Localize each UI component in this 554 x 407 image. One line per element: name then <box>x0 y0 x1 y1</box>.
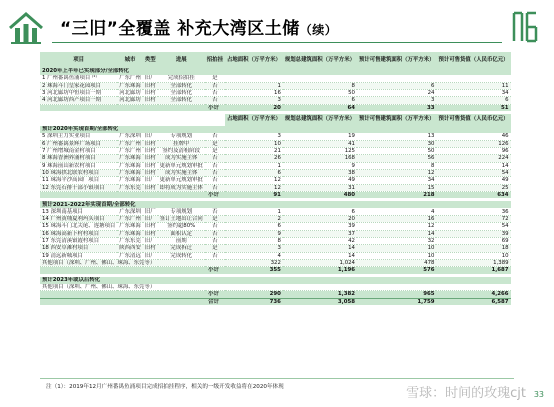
land-area-cell: 3 <box>225 133 283 140</box>
value-cell: 11 <box>436 82 510 89</box>
progress-cell: 全部转化 <box>158 89 205 96</box>
project-cell: 18 西安草滩村项目 <box>40 245 117 252</box>
land-area-cell: 2 <box>225 216 283 223</box>
auction-cell: 否 <box>205 169 225 176</box>
city-cell: 广东广州 <box>119 75 141 82</box>
table-row <box>40 89 511 96</box>
gfa-cell: 6 <box>283 97 357 104</box>
saleable-cell: 56 <box>357 155 436 162</box>
auction-cell: 否 <box>205 162 225 169</box>
auction-cell: 否 <box>205 237 225 244</box>
city-cell: 河北廊坊 <box>119 97 141 104</box>
project-cell: 6 广州番禺景辉广场项目 <box>40 140 117 147</box>
value-cell: 54 <box>436 169 510 176</box>
value-cell: 1,389 <box>436 259 510 266</box>
value-cell: 34 <box>436 89 510 96</box>
city-cell: 广东珠海 <box>119 230 141 237</box>
col-land-area: 占地面积（万平方米） <box>225 52 283 68</box>
saleable-cell: 10 <box>357 252 436 259</box>
table-row <box>40 230 511 237</box>
type-cell: 旧村 <box>144 245 156 252</box>
type-cell: 旧村 <box>144 184 156 191</box>
value-cell: 36 <box>436 208 510 215</box>
gfa-cell: 1,024 <box>283 259 357 266</box>
gfa-cell <box>283 75 357 82</box>
title-divider <box>52 42 502 43</box>
saleable-cell: 32 <box>357 237 436 244</box>
value-cell: 10 <box>436 252 510 259</box>
type-cell: 旧厂 <box>144 75 156 82</box>
city-cell: 广东珠海 <box>119 162 141 169</box>
progress-cell: 签约及清租阶段 <box>158 148 205 155</box>
progress-cell: 专项规划 <box>158 208 205 215</box>
saleable-cell: 24 <box>357 89 436 96</box>
col-city: 城市 <box>117 52 143 68</box>
city-cell: 广东珠海 <box>119 223 141 230</box>
progress-cell: 签订土地出让合同 <box>159 216 203 223</box>
gfa-cell: 14 <box>283 252 357 259</box>
value-cell: 69 <box>436 237 510 244</box>
saleable-cell <box>357 284 436 291</box>
saleable-cell: 12 <box>357 169 436 176</box>
project-cell: 8 珠海香洲界涌村项目 <box>40 155 117 162</box>
auction-cell: 否 <box>205 184 225 191</box>
auction-cell: 否 <box>205 177 225 184</box>
project-cell: 4 河北廊坊西产项目一期 <box>40 97 117 104</box>
saleable-cell: 13 <box>357 133 436 140</box>
table-row <box>40 155 511 162</box>
table-row <box>40 75 511 82</box>
gfa-cell: 125 <box>283 148 357 155</box>
project-cell: 19 清远新城项目 <box>40 252 117 259</box>
project-cell: 9 珠海前山新农村项目 <box>40 162 117 169</box>
progress-cell: 全部转化 <box>158 97 205 104</box>
city-cell: 广东深圳 <box>119 133 141 140</box>
value-cell: 72 <box>436 216 510 223</box>
subtotal-row: 小计 91 480 218 634 <box>40 191 511 198</box>
brand-logo-icon <box>510 10 540 44</box>
auction-cell: 否 <box>205 223 225 230</box>
type-cell: 旧厂 <box>144 208 156 215</box>
progress-cell: 挂牌中 <box>158 140 205 147</box>
section-header: 预计2020年实现首期/全部转化 <box>40 126 511 133</box>
project-cell: 17 东莞清溪镇霞村项目 <box>40 237 117 244</box>
col-type: 类型 <box>143 52 158 68</box>
progress-cell: 面积认定 <box>158 230 205 237</box>
gfa-cell: 9 <box>283 162 357 169</box>
city-cell: 河北廊坊 <box>119 89 141 96</box>
gfa-cell: 50 <box>283 89 357 96</box>
type-cell: 旧村 <box>144 89 156 96</box>
value-cell: 96 <box>436 148 510 155</box>
gfa-cell: 19 <box>283 133 357 140</box>
table-row <box>40 216 511 223</box>
land-area-cell: 3 <box>225 245 283 252</box>
type-cell: 旧村 <box>144 140 156 147</box>
type-cell: 旧厂 <box>144 237 156 244</box>
gfa-cell: 39 <box>283 223 357 230</box>
saleable-cell: 15 <box>357 184 436 191</box>
saleable-cell: 14 <box>357 230 436 237</box>
value-cell: 39 <box>436 230 510 237</box>
table-row <box>40 208 511 215</box>
project-cell: 3 河北廊坊中恒项目一期 <box>40 89 117 96</box>
section1-rows <box>40 75 511 104</box>
saleable-cell: 16 <box>357 216 436 223</box>
auction-cell: 是 <box>205 148 225 155</box>
auction-cell: 否 <box>205 208 225 215</box>
table-row <box>40 148 511 155</box>
auction-cell: 否 <box>205 82 225 89</box>
section4-rows <box>40 284 511 291</box>
value-cell: 54 <box>436 223 510 230</box>
col-gfa: 规划总建筑面积（万平方米） <box>283 52 357 68</box>
footnote: 注（1）：2019年12月广州番禺鱼涌项目完成招拍挂程序，相关的一级开发收益将在2020年体现 <box>46 384 284 390</box>
value-cell: 6 <box>436 97 510 104</box>
footer-divider <box>40 378 514 379</box>
table-row <box>40 259 511 266</box>
table-row <box>40 82 511 89</box>
project-cell: 16 珠海高新下村村项目 <box>40 230 117 237</box>
table-row <box>40 252 511 259</box>
land-reserve-table <box>40 52 511 305</box>
col-progress: 进展 <box>158 52 205 68</box>
saleable-cell: 6 <box>357 82 436 89</box>
project-cell: 2 珠海斗门皇家花园项目 <box>40 82 117 89</box>
saleable-cell: 30 <box>357 140 436 147</box>
gfa-cell: 14 <box>283 245 357 252</box>
table-row <box>40 184 511 191</box>
table-row <box>40 284 511 291</box>
col-auction: 招拍挂 <box>205 52 225 68</box>
project-cell: 其他项目（深圳、广州、佛山、珠海、东莞等） <box>40 284 225 291</box>
auction-cell: 是 <box>205 245 225 252</box>
saleable-cell: 4 <box>357 208 436 215</box>
project-cell: 12 东莞石排干部小镇项目 <box>40 184 117 191</box>
project-cell: 5 深圳主力实业项目 <box>40 133 117 140</box>
city-cell: 广东东莞 <box>119 237 141 244</box>
land-area-cell: 12 <box>225 184 283 191</box>
value-cell: 14 <box>436 162 510 169</box>
table-row <box>40 162 511 169</box>
type-cell: 旧厂 <box>144 133 156 140</box>
type-cell: 旧厂 <box>144 216 156 223</box>
auction-cell: 是 <box>205 216 225 223</box>
subtotal-row: 小计 355 1,196 576 1,687 <box>40 267 511 274</box>
saleable-cell: 34 <box>357 177 436 184</box>
land-area-cell: 21 <box>225 148 283 155</box>
section3-rows <box>40 208 511 266</box>
auction-cell: 否 <box>205 97 225 104</box>
project-cell: 11 珠海平沙高园厂项目 <box>40 177 117 184</box>
gfa-cell: 31 <box>283 184 357 191</box>
city-cell: 广东广州 <box>119 140 141 147</box>
auction-cell: 否 <box>205 252 225 259</box>
page-title: “三旧”全覆盖 补充大湾区土储（续） <box>60 19 338 39</box>
type-cell: 旧村 <box>144 97 156 104</box>
gfa-cell: 168 <box>283 155 357 162</box>
table-header-row-repeat: 占地面积（万平方米） 规划总建筑面积（万平方米） 预计可售建筑面积（万平方米） 预计可售货值（人民币亿元） <box>40 114 511 126</box>
city-cell: 广东东莞 <box>119 184 141 191</box>
auction-cell: 否 <box>205 155 225 162</box>
land-area-cell: 1 <box>225 82 283 89</box>
city-cell: 广东珠海 <box>119 155 141 162</box>
subtotal-row: 小计 290 1,382 965 4,266 <box>40 291 511 298</box>
saleable-cell: 10 <box>357 245 436 252</box>
city-cell: 广东珠海 <box>119 169 141 176</box>
progress-cell: 签约超80% <box>158 223 205 230</box>
table-row <box>40 133 511 140</box>
auction-cell: 否 <box>205 133 225 140</box>
project-cell: 13 深圳南基项目 <box>40 208 117 215</box>
land-area-cell: 1 <box>225 162 283 169</box>
auction-cell: 否 <box>205 230 225 237</box>
value-cell: 18 <box>436 245 510 252</box>
saleable-cell: 8 <box>357 162 436 169</box>
grand-total-row: 合计 736 3,058 1,759 6,587 <box>40 298 511 305</box>
auction-cell: 是 <box>205 140 225 147</box>
type-cell: 旧村 <box>144 230 156 237</box>
table-row <box>40 169 511 176</box>
col-saleable: 预计可售建筑面积（万平方米） <box>357 52 436 68</box>
gfa-cell: 8 <box>283 82 357 89</box>
land-area-cell: 4 <box>225 252 283 259</box>
progress-cell: 成为实施主体 <box>158 169 205 176</box>
progress-cell: 成为实施主体 <box>158 155 205 162</box>
gfa-cell: 6 <box>283 208 357 215</box>
city-cell: 陕西西安 <box>119 245 141 252</box>
land-area-cell: 10 <box>225 140 283 147</box>
progress-cell: 全部转化 <box>158 82 205 89</box>
gfa-cell: 41 <box>283 140 357 147</box>
project-cell: 10 珠海拱北联农村项目 <box>40 169 117 176</box>
table-row <box>40 223 511 230</box>
value-cell <box>436 75 510 82</box>
project-cell: 15 珠海斗门北关尾、莲塘项目 <box>42 223 116 230</box>
col-value: 预计可售货值（人民币亿元） <box>436 52 510 68</box>
land-area-cell: 8 <box>225 237 283 244</box>
value-cell: 46 <box>436 133 510 140</box>
gfa-cell: 38 <box>283 169 357 176</box>
table-row <box>40 245 511 252</box>
saleable-cell: 3 <box>357 97 436 104</box>
land-area-cell: 3 <box>225 97 283 104</box>
value-cell: 224 <box>436 155 510 162</box>
land-area-cell: 322 <box>225 259 283 266</box>
gfa-cell: 49 <box>283 177 357 184</box>
land-area-cell <box>225 284 283 291</box>
type-cell: 旧村 <box>144 82 156 89</box>
value-cell: 25 <box>436 184 510 191</box>
auction-cell: 否 <box>205 89 225 96</box>
page-number: 33 <box>533 390 544 399</box>
land-area-cell: 6 <box>225 223 283 230</box>
project-cell: 7 广州增城南金村项目 <box>40 148 117 155</box>
col-project: 项目 <box>40 52 117 68</box>
project-cell: 其他项目（深圳、广州、佛山、珠海、东莞等） <box>40 259 225 266</box>
progress-cell: 更新单元规划审批 <box>159 162 203 169</box>
gfa-cell <box>283 284 357 291</box>
gfa-cell: 42 <box>283 237 357 244</box>
saleable-cell <box>357 75 436 82</box>
progress-cell: 专项规划 <box>158 133 205 140</box>
section-header: 预计2021-2022年实现首期/全部转化 <box>40 201 511 208</box>
subtotal-row: 小计 20 64 33 51 <box>40 104 511 111</box>
progress-cell: 更新单元规划审批 <box>159 177 203 184</box>
type-cell: 旧村 <box>144 155 156 162</box>
type-cell: 旧厂 <box>144 252 156 259</box>
land-area-cell: 6 <box>225 169 283 176</box>
progress-cell: 完成招拍挂 <box>158 75 205 82</box>
project-cell: 1 广州番禺鱼涌项目 ⁽¹⁾ <box>40 75 117 82</box>
table-row <box>40 140 511 147</box>
section-header: 预计2023年或以后转化 <box>40 277 511 284</box>
table-header-row <box>40 52 511 68</box>
city-cell: 广东广州 <box>119 148 141 155</box>
type-cell: 旧村 <box>144 169 156 176</box>
land-area-cell: 9 <box>225 230 283 237</box>
progress-cell: 即将成为实施主体 <box>159 184 203 191</box>
table-row <box>40 237 511 244</box>
progress-cell: 完成拆迁 <box>158 245 205 252</box>
section2-rows <box>40 133 511 191</box>
land-area-cell: 26 <box>225 155 283 162</box>
watermark: 雪球：时间的玫瑰cjt <box>406 386 526 401</box>
table-row <box>40 177 511 184</box>
type-cell: 旧村 <box>144 148 156 155</box>
auction-cell: 是 <box>205 75 225 82</box>
saleable-cell: 478 <box>357 259 436 266</box>
value-cell: 126 <box>436 140 510 147</box>
value-cell <box>436 284 510 291</box>
city-cell: 广东珠海 <box>119 82 141 89</box>
table-row <box>40 97 511 104</box>
type-cell: 旧村 <box>144 223 156 230</box>
progress-cell: 前期 <box>158 237 205 244</box>
city-cell: 广东珠海 <box>119 177 141 184</box>
saleable-cell: 50 <box>357 148 436 155</box>
land-area-cell <box>225 75 283 82</box>
project-cell: 14 广州黄埔夏利玛头项目 <box>40 216 117 223</box>
city-cell: 广东广州 <box>119 216 141 223</box>
value-cell: 49 <box>436 177 510 184</box>
land-area-cell: 16 <box>225 89 283 96</box>
saleable-cell: 12 <box>357 223 436 230</box>
land-area-cell: 12 <box>225 177 283 184</box>
type-cell: 旧村 <box>144 162 156 169</box>
progress-cell: 完成转化 <box>158 252 205 259</box>
gfa-cell: 37 <box>283 230 357 237</box>
type-cell: 旧厂 <box>144 177 156 184</box>
land-area-cell: 1 <box>225 208 283 215</box>
gfa-cell: 20 <box>283 216 357 223</box>
company-logo-icon <box>6 10 46 46</box>
city-cell: 广东深圳 <box>119 208 141 215</box>
city-cell: 广东清远 <box>119 252 141 259</box>
section-header: 2020年上半年已实现部分/全部转化 <box>40 68 511 75</box>
